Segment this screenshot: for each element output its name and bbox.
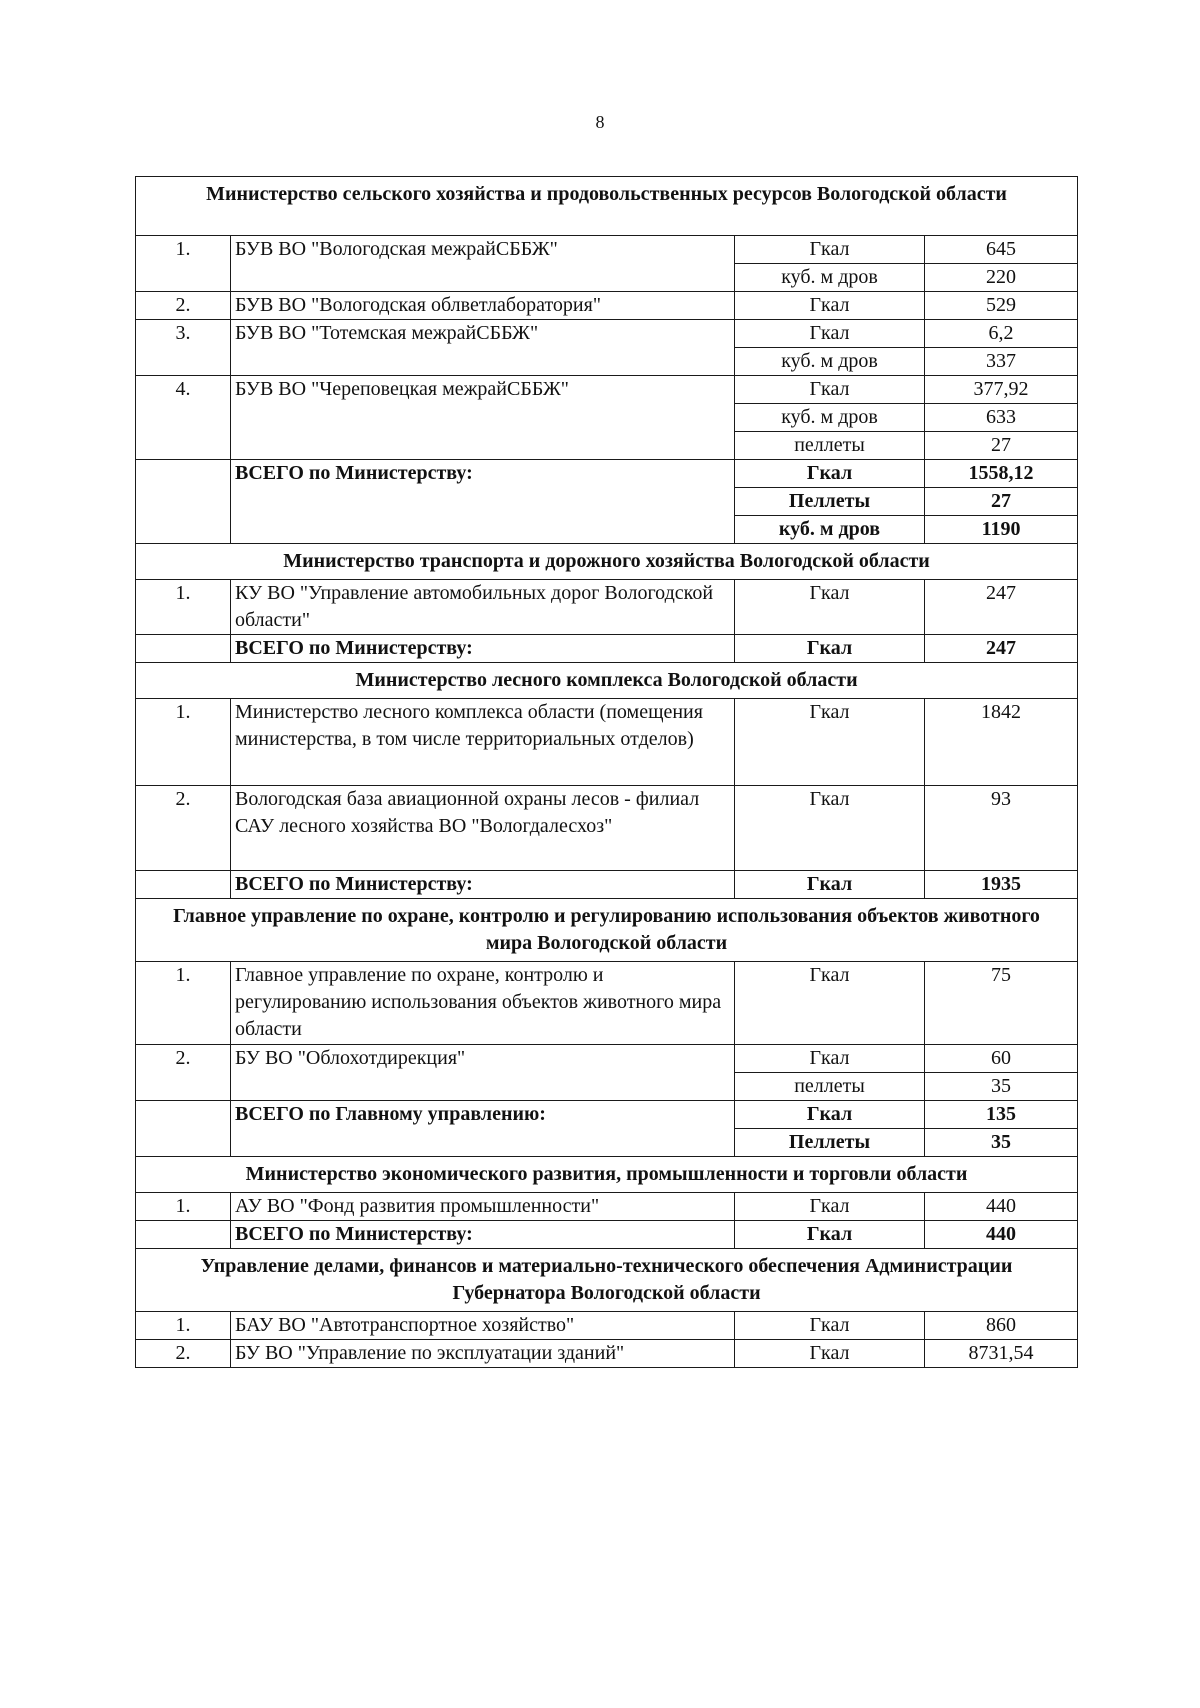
value-cell: 377,92 [925, 376, 1078, 404]
value-cell: 440 [925, 1193, 1078, 1221]
row-number: 1. [136, 580, 231, 635]
total-number-empty [136, 1221, 231, 1249]
total-label: ВСЕГО по Министерству: [231, 1221, 735, 1249]
value-cell: 633 [925, 404, 1078, 432]
total-number-empty [136, 871, 231, 899]
unit-cell: Гкал [735, 320, 925, 348]
row-number: 1. [136, 236, 231, 292]
unit-cell: Гкал [735, 1312, 925, 1340]
organization-name: Министерство лесного комплекса области (помещения министерства, в том числе территориальных отделов) [231, 699, 735, 786]
table-row [136, 1340, 1078, 1368]
section-header [136, 544, 1078, 580]
unit-cell: Гкал [735, 1193, 925, 1221]
total-value: 1935 [925, 871, 1078, 899]
value-cell: 75 [925, 962, 1078, 1045]
unit-cell: Гкал [735, 1340, 925, 1368]
table-row [136, 962, 1078, 1045]
section-header [136, 899, 1078, 962]
total-label: ВСЕГО по Министерству: [231, 460, 735, 544]
row-number: 1. [136, 1193, 231, 1221]
row-number: 2. [136, 1045, 231, 1101]
total-value: 27 [925, 488, 1078, 516]
section-title: Министерство транспорта и дорожного хозяйства Вологодской области [136, 544, 1078, 580]
organization-name: БУ ВО "Облохотдирекция" [231, 1045, 735, 1101]
value-cell: 27 [925, 432, 1078, 460]
unit-cell: Гкал [735, 699, 925, 786]
row-number: 2. [136, 786, 231, 871]
total-row [136, 871, 1078, 899]
table-row [136, 580, 1078, 635]
row-number: 1. [136, 962, 231, 1045]
table-row [136, 376, 1078, 404]
total-unit: Пеллеты [735, 488, 925, 516]
unit-cell: Гкал [735, 580, 925, 635]
value-cell: 93 [925, 786, 1078, 871]
organization-name: БУВ ВО "Череповецкая межрайСББЖ" [231, 376, 735, 460]
unit-cell: Гкал [735, 786, 925, 871]
organization-name: Вологодская база авиационной охраны лесов - филиал САУ лесного хозяйства ВО "Вологдалесхоз" [231, 786, 735, 871]
total-row [136, 1221, 1078, 1249]
total-unit: Гкал [735, 1221, 925, 1249]
row-number: 2. [136, 292, 231, 320]
organization-name: БУВ ВО "Вологодская облветлаборатория" [231, 292, 735, 320]
unit-cell: Гкал [735, 1045, 925, 1073]
organization-name: АУ ВО "Фонд развития промышленности" [231, 1193, 735, 1221]
section-title: Министерство лесного комплекса Вологодской области [136, 663, 1078, 699]
value-cell: 6,2 [925, 320, 1078, 348]
table-row [136, 320, 1078, 348]
total-unit: куб. м дров [735, 516, 925, 544]
total-label: ВСЕГО по Главному управлению: [231, 1101, 735, 1157]
total-value: 135 [925, 1101, 1078, 1129]
row-number: 4. [136, 376, 231, 460]
page-number: 8 [595, 112, 605, 132]
unit-cell: куб. м дров [735, 404, 925, 432]
organization-name: БАУ ВО "Автотранспортное хозяйство" [231, 1312, 735, 1340]
value-cell: 220 [925, 264, 1078, 292]
row-number: 1. [136, 1312, 231, 1340]
unit-cell: куб. м дров [735, 264, 925, 292]
value-cell: 1842 [925, 699, 1078, 786]
section-header [136, 177, 1078, 236]
value-cell: 645 [925, 236, 1078, 264]
unit-cell: Гкал [735, 236, 925, 264]
organization-name: Главное управление по охране, контролю и регулированию использования объектов животного мира области [231, 962, 735, 1045]
total-label: ВСЕГО по Министерству: [231, 871, 735, 899]
table-row [136, 699, 1078, 786]
section-title: Управление делами, финансов и материально-технического обеспечения Администрации Губернатора Вологодской области [136, 1249, 1078, 1312]
total-row [136, 460, 1078, 488]
total-unit: Гкал [735, 635, 925, 663]
section-header [136, 1157, 1078, 1193]
unit-cell: Гкал [735, 376, 925, 404]
unit-cell: пеллеты [735, 1073, 925, 1101]
table-row [136, 786, 1078, 871]
total-row [136, 635, 1078, 663]
section-title: Министерство экономического развития, промышленности и торговли области [136, 1157, 1078, 1193]
total-value: 1558,12 [925, 460, 1078, 488]
table-row [136, 236, 1078, 264]
total-value: 1190 [925, 516, 1078, 544]
section-title: Главное управление по охране, контролю и регулированию использования объектов животного мира Вологодской области [136, 899, 1078, 962]
unit-cell: Гкал [735, 292, 925, 320]
value-cell: 35 [925, 1073, 1078, 1101]
row-number: 2. [136, 1340, 231, 1368]
total-unit: Гкал [735, 1101, 925, 1129]
organization-name: БУ ВО "Управление по эксплуатации зданий" [231, 1340, 735, 1368]
total-label: ВСЕГО по Министерству: [231, 635, 735, 663]
total-unit: Гкал [735, 871, 925, 899]
unit-cell: Гкал [735, 962, 925, 1045]
value-cell: 337 [925, 348, 1078, 376]
row-number: 3. [136, 320, 231, 376]
table-row [136, 1193, 1078, 1221]
value-cell: 247 [925, 580, 1078, 635]
organization-name: КУ ВО "Управление автомобильных дорог Вологодской области" [231, 580, 735, 635]
total-value: 247 [925, 635, 1078, 663]
organization-name: БУВ ВО "Тотемская межрайСББЖ" [231, 320, 735, 376]
unit-cell: куб. м дров [735, 348, 925, 376]
total-number-empty [136, 460, 231, 544]
total-value: 35 [925, 1129, 1078, 1157]
section-title: Министерство сельского хозяйства и продовольственных ресурсов Вологодской области [136, 177, 1078, 236]
total-unit: Пеллеты [735, 1129, 925, 1157]
consumption-table [135, 176, 1078, 1368]
value-cell: 529 [925, 292, 1078, 320]
total-unit: Гкал [735, 460, 925, 488]
table-row [136, 292, 1078, 320]
total-number-empty [136, 635, 231, 663]
value-cell: 8731,54 [925, 1340, 1078, 1368]
total-number-empty [136, 1101, 231, 1157]
table-row [136, 1312, 1078, 1340]
table-row [136, 1045, 1078, 1073]
total-value: 440 [925, 1221, 1078, 1249]
total-row [136, 1101, 1078, 1129]
unit-cell: пеллеты [735, 432, 925, 460]
value-cell: 60 [925, 1045, 1078, 1073]
section-header [136, 663, 1078, 699]
row-number: 1. [136, 699, 231, 786]
value-cell: 860 [925, 1312, 1078, 1340]
section-header [136, 1249, 1078, 1312]
organization-name: БУВ ВО "Вологодская межрайСББЖ" [231, 236, 735, 292]
